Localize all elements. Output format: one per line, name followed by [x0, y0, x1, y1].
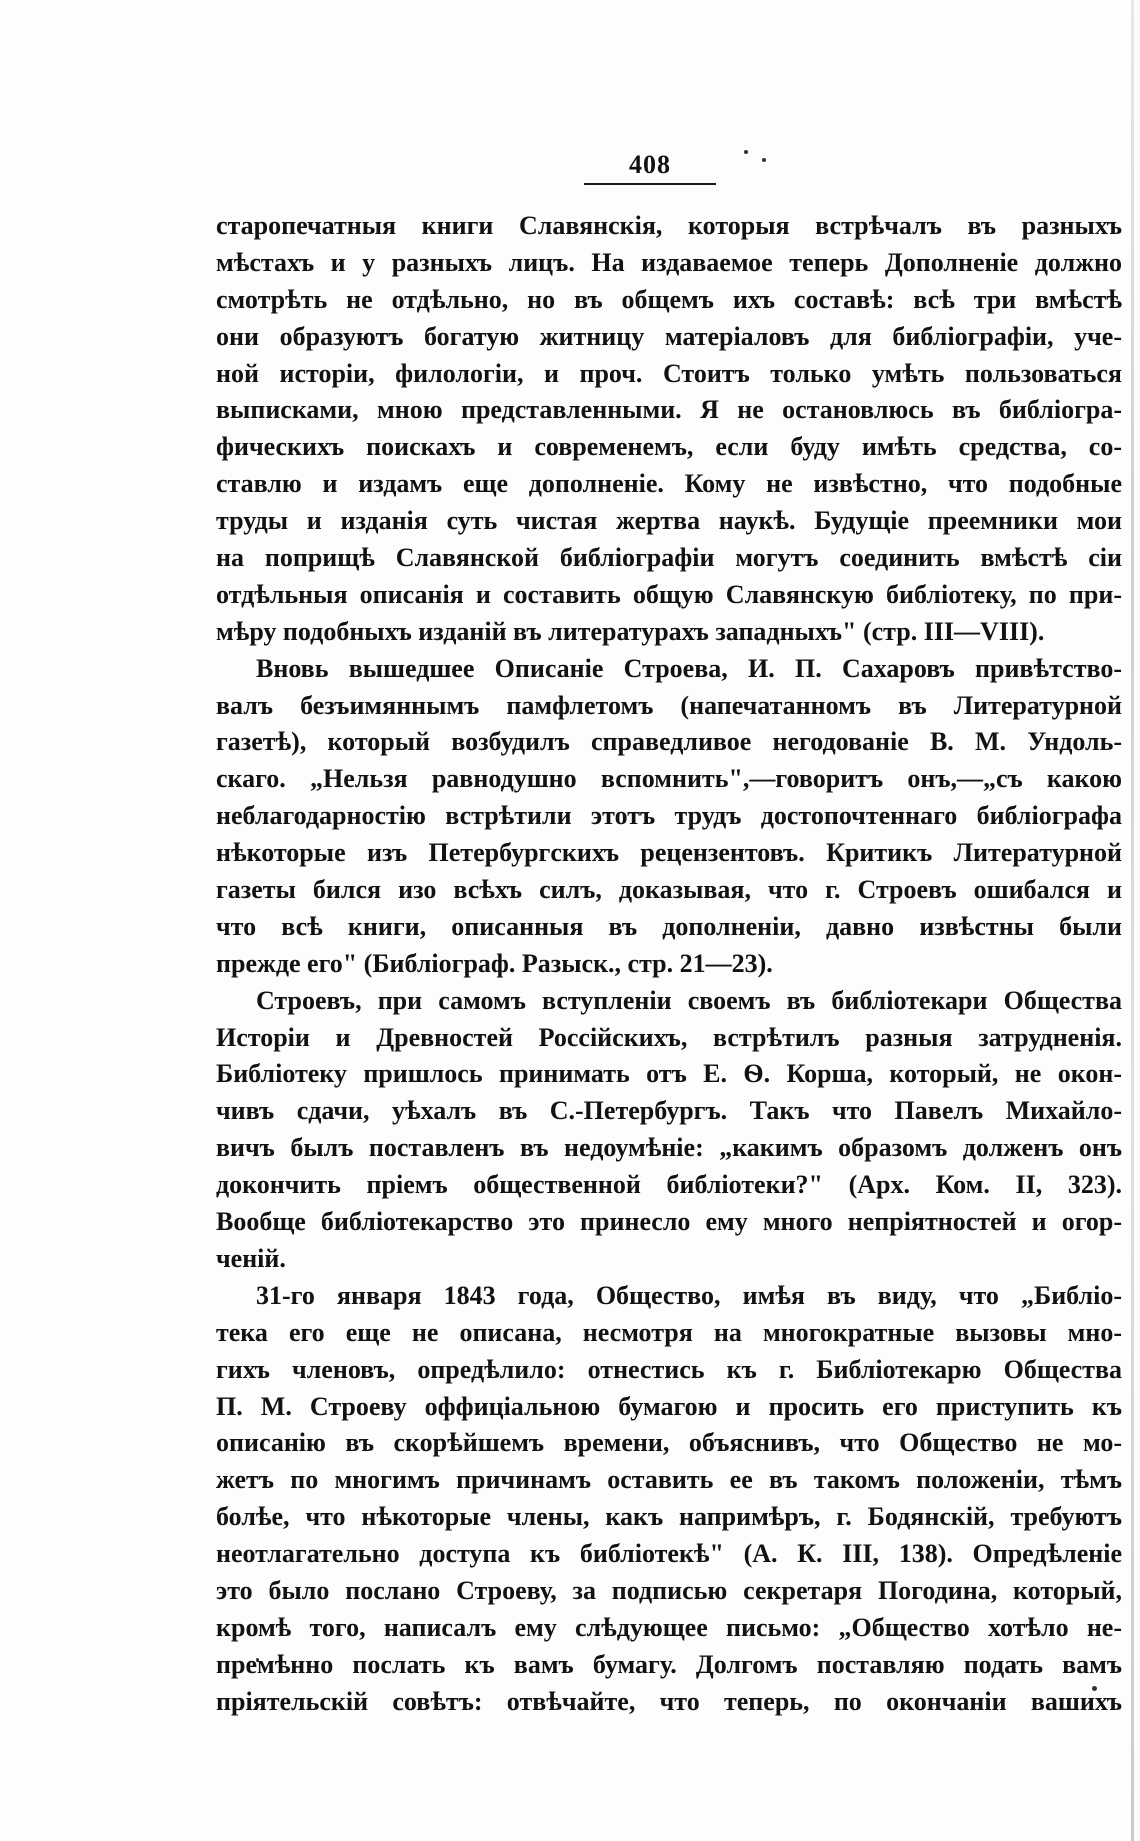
text-line: труды и изданія суть чистая жертва наукѣ. Будущіе преемники мои [216, 506, 1122, 536]
text-line: П. М. Строеву оффиціальною бумагою и просить его приступить къ [216, 1391, 1122, 1421]
text-line: ставлю и издамъ еще дополненіе. Кому не извѣстно, что подобные [216, 469, 1122, 499]
text-line: смотрѣть не отдѣльно, но въ общемъ ихъ составѣ: всѣ три вмѣстѣ [216, 284, 1122, 314]
ink-speck [744, 150, 748, 154]
ink-speck [762, 158, 766, 162]
text-line: докончить пріемъ общественной библіотеки?" (Арх. Ком. II, 323). [216, 1170, 1122, 1200]
text-line: отдѣльныя описанія и составить общую Славянскую библіотеку, по при- [216, 579, 1122, 609]
text-line: чивъ сдачи, уѣхалъ въ С.-Петербургъ. Такъ что Павелъ Михайло- [216, 1096, 1122, 1126]
text-line: прежде его" (Библіограф. Разыск., стр. 21—23). [216, 948, 773, 978]
page-number: 408 [629, 150, 671, 179]
text-line: выписками, мною представленными. Я не остановлюсь въ библіогра- [216, 395, 1122, 425]
text-line: скаго. „Нельзя равнодушно вспомнить",—говоритъ онъ,—„съ какою [216, 764, 1122, 794]
page-edge-shadow [1131, 0, 1134, 1841]
text-line: газеты бился изо всѣхъ силъ, доказывая, что г. Строевъ ошибался и [216, 875, 1122, 905]
text-line: старопечатныя книги Славянскія, которыя встрѣчалъ въ разныхъ [216, 211, 1122, 240]
text-line: они образуютъ богатую житницу матеріаловъ для библіографіи, уче- [216, 321, 1122, 351]
text-line: Вообще библіотекарство это принесло ему много непріятностей и огор- [216, 1207, 1122, 1237]
text-line: премѣнно послать къ вамъ бумагу. Долгомъ поставляю подать вамъ [216, 1649, 1122, 1679]
text-line: это было послано Строеву, за подписью секретаря Погодина, который, [216, 1575, 1122, 1605]
text-line: что всѣ книги, описанныя въ дополненіи, давно извѣстны были [216, 911, 1122, 941]
body-text [216, 208, 1122, 1721]
text-line: на поприщѣ Славянской библіографіи могутъ соединить вмѣстѣ сіи [216, 543, 1122, 573]
text-line: тека его еще не описана, несмотря на многократные вызовы мно- [216, 1317, 1122, 1347]
text-line: фическихъ поискахъ и современемъ, если буду имѣть средства, со- [216, 432, 1122, 462]
text-line: описанію въ скорѣйшемъ времени, объяснивъ, что Общество не мо- [216, 1428, 1122, 1458]
text-line: ченій. [216, 1243, 286, 1273]
text-line: неотлагательно доступа къ библіотекѣ" (А. К. III, 138). Опредѣленіе [216, 1539, 1122, 1569]
text-line: Исторіи и Древностей Россійскихъ, встрѣтилъ разныя затрудненія. [216, 1022, 1122, 1052]
text-line: болѣе, что нѣкоторые члены, какъ напримѣръ, г. Бодянскій, требуютъ [216, 1502, 1122, 1532]
text-line: гихъ членовъ, опредѣлило: отнестись къ г. Библіотекарю Общества [216, 1354, 1122, 1384]
text-line: газетѣ), который возбудилъ справедливое негодованіе В. М. Ундоль- [216, 727, 1122, 757]
text-line: мѣру подобныхъ изданій въ литературахъ западныхъ" (стр. III—VIII). [216, 616, 1045, 646]
text-line: мѣстахъ и у разныхъ лицъ. На издаваемое теперь Дополненіе должно [216, 247, 1122, 277]
text-line: Вновь вышедшее Описаніе Строева, И. П. Сахаровъ привѣтство- [256, 653, 1122, 683]
text-line: валъ безъимяннымъ памфлетомъ (напечатанномъ въ Литературной [216, 690, 1122, 720]
text-line: Библіотеку пришлось принимать отъ Е. Ѳ. Корша, который, не окон- [216, 1059, 1122, 1089]
text-line: жетъ по многимъ причинамъ оставить ее въ такомъ положеніи, тѣмъ [216, 1465, 1122, 1495]
text-line: Строевъ, при самомъ вступленіи своемъ въ библіотекари Общества [256, 985, 1122, 1015]
text-line: ной исторіи, филологіи, и проч. Стоитъ только умѣть пользоваться [216, 358, 1122, 388]
text-line: кромѣ того, написалъ ему слѣдующее письмо: „Общество хотѣло не- [216, 1612, 1122, 1642]
text-line: вичъ былъ поставленъ въ недоумѣніе: „какимъ образомъ долженъ онъ [216, 1133, 1122, 1163]
text-line: неблагодарностію встрѣтили этотъ трудъ достопочтеннаго библіографа [216, 801, 1122, 831]
text-line: пріятельскій совѣтъ: отвѣчайте, что теперь, по окончаніи вашихъ [216, 1686, 1122, 1716]
text-line: 31-го января 1843 года, Общество, имѣя въ виду, что „Библіо- [256, 1280, 1122, 1310]
page-number-rule [584, 183, 716, 185]
text-line: нѣкоторые изъ Петербургскихъ рецензентовъ. Критикъ Литературной [216, 838, 1122, 868]
